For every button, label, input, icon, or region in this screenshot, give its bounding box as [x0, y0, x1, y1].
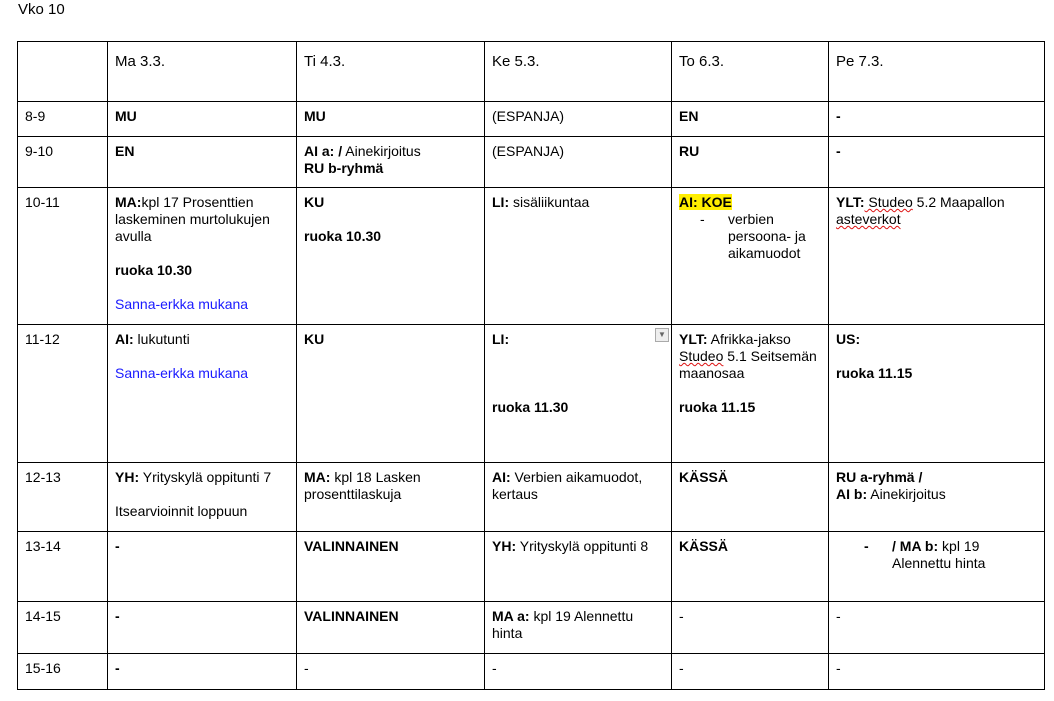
cell-wed-13-14: YH: Yrityskylä oppitunti 8	[485, 532, 672, 602]
cell-mon-12-13: YH: Yrityskylä oppitunti 7 Itsearvioinnit loppuun	[108, 463, 297, 532]
table-row	[18, 602, 1045, 654]
cell-thu-10-11	[672, 188, 829, 325]
cell-fri-15-16: -	[829, 654, 1045, 690]
cell-thu-13-14: KÄSSÄ	[672, 532, 829, 602]
cell-tue-15-16: -	[297, 654, 485, 690]
time-slot: 13-14	[18, 532, 108, 602]
exam-highlight: AI: KOE	[679, 194, 732, 210]
cell-wed-14-15: MA a: kpl 19 Alennettu hinta	[485, 602, 672, 654]
cell-thu-14-15: -	[672, 602, 829, 654]
cell-thu-9-10: RU	[672, 137, 829, 188]
table-row	[18, 654, 1045, 690]
cell-thu-11-12: YLT: Afrikka-jakso Studeo 5.1 Seitsemän maanosaa ruoka 11.15	[672, 325, 829, 463]
time-slot: 9-10	[18, 137, 108, 188]
cell-mon-11-12: AI: lukutunti Sanna-erkka mukana	[108, 325, 297, 463]
table-row	[18, 463, 1045, 532]
day-header-thu: To 6.3.	[672, 42, 829, 102]
time-slot: 15-16	[18, 654, 108, 690]
week-title: Vko 10	[18, 1, 65, 18]
note-blue: Sanna-erkka mukana	[115, 296, 249, 312]
cell-tue-9-10: AI a: / Ainekirjoitus RU b-ryhmä	[297, 137, 485, 188]
day-header-fri: Pe 7.3.	[829, 42, 1045, 102]
note-blue: Sanna-erkka mukana	[115, 365, 249, 381]
cell-wed-11-12: LI: ruoka 11.30 ▼	[485, 325, 672, 463]
schedule-table	[17, 41, 1045, 690]
cell-mon-9-10: EN	[108, 137, 297, 188]
cell-tue-14-15: VALINNAINEN	[297, 602, 485, 654]
dropdown-arrow-icon[interactable]: ▼	[655, 328, 669, 342]
time-slot: 14-15	[18, 602, 108, 654]
cell-fri-14-15: -	[829, 602, 1045, 654]
list-item: - / MA b: kpl 19 Alennettu hinta	[864, 538, 986, 571]
table-row	[18, 188, 1045, 325]
cell-tue-8-9: MU	[297, 102, 485, 137]
cell-tue-10-11: KU ruoka 10.30	[297, 188, 485, 325]
time-slot: 10-11	[18, 188, 108, 325]
table-row	[18, 532, 1045, 602]
cell-thu-15-16: -	[672, 654, 829, 690]
time-slot: 11-12	[18, 325, 108, 463]
table-row	[18, 102, 1045, 137]
header-row	[18, 42, 1045, 102]
cell-wed-10-11: LI: sisäliikuntaa	[485, 188, 672, 325]
cell-mon-14-15: -	[108, 602, 297, 654]
cell-fri-11-12: US: ruoka 11.15	[829, 325, 1045, 463]
cell-mon-15-16: -	[108, 654, 297, 690]
cell-thu-12-13: KÄSSÄ	[672, 463, 829, 532]
cell-wed-12-13: AI: Verbien aikamuodot, kertaus	[485, 463, 672, 532]
cell-thu-8-9: EN	[672, 102, 829, 137]
table-row	[18, 137, 1045, 188]
cell-mon-13-14: -	[108, 532, 297, 602]
day-header-tue: Ti 4.3.	[297, 42, 485, 102]
cell-fri-9-10: -	[829, 137, 1045, 188]
table-row	[18, 325, 1045, 463]
cell-mon-10-11: MA:kpl 17 Prosenttien laskeminen murtolukujen avulla ruoka 10.30 Sanna-erkka mukana	[108, 188, 297, 325]
day-header-wed: Ke 5.3.	[485, 42, 672, 102]
cell-wed-8-9: (ESPANJA)	[485, 102, 672, 137]
cell-mon-8-9: MU	[108, 102, 297, 137]
cell-wed-9-10: (ESPANJA)	[485, 137, 672, 188]
cell-tue-13-14: VALINNAINEN	[297, 532, 485, 602]
cell-fri-8-9: -	[829, 102, 1045, 137]
corner-cell	[18, 42, 108, 102]
cell-tue-11-12: KU	[297, 325, 485, 463]
time-slot: 8-9	[18, 102, 108, 137]
cell-tue-12-13: MA: kpl 18 Lasken prosenttilaskuja	[297, 463, 485, 532]
cell-fri-12-13: RU a-ryhmä / AI b: Ainekirjoitus	[829, 463, 1045, 532]
list-item: - verbien persoona- ja aikamuodot	[700, 211, 806, 261]
day-header-mon: Ma 3.3.	[108, 42, 297, 102]
time-slot: 12-13	[18, 463, 108, 532]
cell-fri-10-11: YLT: Studeo 5.2 Maapallon asteverkot	[829, 188, 1045, 325]
cell-fri-13-14	[829, 532, 1045, 602]
cell-wed-15-16: -	[485, 654, 672, 690]
